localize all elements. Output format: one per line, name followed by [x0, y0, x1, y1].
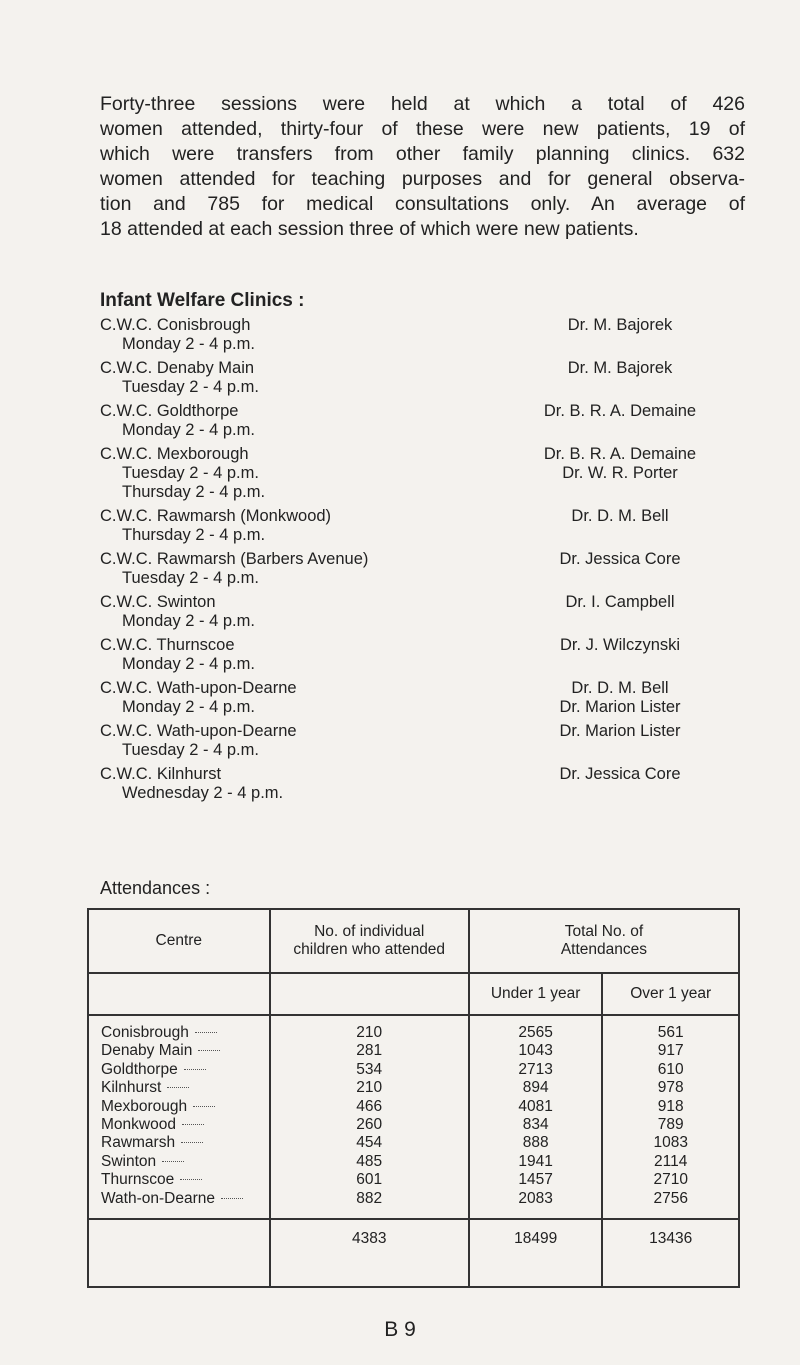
clinic-item — [100, 445, 750, 507]
clinic-time: Wednesday 2 - 4 p.m. — [122, 784, 284, 802]
clinic-doctors — [490, 593, 750, 612]
table-row — [88, 1171, 739, 1189]
centre-cell — [88, 1171, 270, 1189]
leader-dots — [162, 1161, 184, 1162]
clinic-name: C.W.C. Wath-upon-Dearne — [100, 722, 297, 740]
centre-name: Kilnhurst — [101, 1079, 162, 1097]
clinic-time: Tuesday 2 - 4 p.m. — [122, 464, 259, 482]
doctor-name: Dr. B. R. A. Demaine — [543, 402, 697, 420]
centre-cell — [88, 1098, 270, 1116]
clinic-doctors — [490, 445, 750, 483]
clinic-name: C.W.C. Swinton — [100, 593, 216, 611]
intro-line: women attended, thirty-four of these were new patients, 19 of — [100, 118, 745, 140]
centre-name: Denaby Main — [101, 1042, 193, 1060]
intro-line: women attended for teaching purposes and for general observa- — [100, 168, 745, 190]
leader-dots — [195, 1032, 217, 1033]
header-over: Over 1 year — [602, 973, 739, 1015]
centre-cell — [88, 1116, 270, 1134]
over-cell: 610 — [602, 1061, 739, 1079]
doctor-name: Dr. Marion Lister — [559, 722, 681, 740]
over-cell: 561 — [602, 1015, 739, 1042]
centre-name: Mexborough — [101, 1097, 188, 1115]
under-cell: 888 — [469, 1134, 603, 1152]
under-cell: 1457 — [469, 1171, 603, 1189]
doctor-name: Dr. D. M. Bell — [571, 507, 669, 525]
header-total — [469, 909, 739, 973]
doctor-name: Dr. B. R. A. Demaine — [543, 445, 697, 463]
over-cell: 2756 — [602, 1190, 739, 1219]
leader-dots — [167, 1087, 189, 1088]
clinic-name: C.W.C. Wath-upon-Dearne — [100, 679, 297, 697]
children-cell: 534 — [270, 1061, 469, 1079]
under-cell: 2713 — [469, 1061, 603, 1079]
clinic-time: Monday 2 - 4 p.m. — [122, 335, 255, 353]
total-under: 18499 — [469, 1219, 603, 1287]
clinic-item — [100, 316, 750, 359]
leader-dots — [180, 1179, 202, 1180]
under-cell: 4081 — [469, 1098, 603, 1116]
under-cell: 834 — [469, 1116, 603, 1134]
totals-blank — [88, 1219, 270, 1287]
totals-row — [88, 1219, 739, 1287]
header-under: Under 1 year — [469, 973, 603, 1015]
clinic-name: C.W.C. Goldthorpe — [100, 402, 239, 420]
clinic-doctors — [490, 636, 750, 655]
doctor-name: Dr. M. Bajorek — [567, 359, 673, 377]
clinic-time: Thursday 2 - 4 p.m. — [122, 483, 266, 501]
header-total-line: Total No. of — [564, 923, 644, 940]
children-cell: 601 — [270, 1171, 469, 1189]
clinic-name: C.W.C. Thurnscoe — [100, 636, 235, 654]
clinic-doctors — [490, 722, 750, 741]
children-cell: 281 — [270, 1042, 469, 1060]
over-cell: 918 — [602, 1098, 739, 1116]
clinic-doctors — [490, 359, 750, 378]
children-cell: 882 — [270, 1190, 469, 1219]
centre-cell — [88, 1134, 270, 1152]
total-children: 4383 — [270, 1219, 469, 1287]
attendances-title: Attendances : — [100, 878, 211, 898]
children-cell: 485 — [270, 1153, 469, 1171]
clinic-doctors — [490, 402, 750, 421]
clinic-name: C.W.C. Mexborough — [100, 445, 249, 463]
intro-paragraph — [100, 92, 745, 242]
clinic-doctors — [490, 316, 750, 335]
centre-cell — [88, 1015, 270, 1042]
header-children-line: No. of individual — [314, 923, 425, 940]
header-children — [270, 909, 469, 973]
intro-line: Forty-three sessions were held at which a total of 426 — [100, 93, 745, 115]
centre-name: Wath-on-Dearne — [101, 1189, 216, 1207]
clinic-time: Thursday 2 - 4 p.m. — [122, 526, 266, 544]
clinic-item — [100, 402, 750, 445]
children-cell: 260 — [270, 1116, 469, 1134]
leader-dots — [182, 1124, 204, 1125]
centre-name: Goldthorpe — [101, 1060, 178, 1078]
over-cell: 978 — [602, 1079, 739, 1097]
under-cell: 1941 — [469, 1153, 603, 1171]
under-cell: 2565 — [469, 1015, 603, 1042]
children-cell: 454 — [270, 1134, 469, 1152]
clinic-time: Monday 2 - 4 p.m. — [122, 612, 255, 630]
clinic-name: C.W.C. Conisbrough — [100, 316, 251, 334]
clinic-item — [100, 722, 750, 765]
table-row — [88, 1098, 739, 1116]
children-cell: 210 — [270, 1015, 469, 1042]
clinic-item — [100, 507, 750, 550]
clinic-time: Monday 2 - 4 p.m. — [122, 655, 255, 673]
table-row — [88, 1153, 739, 1171]
clinic-time: Monday 2 - 4 p.m. — [122, 421, 255, 439]
under-cell: 1043 — [469, 1042, 603, 1060]
clinic-name: C.W.C. Rawmarsh (Barbers Avenue) — [100, 550, 369, 568]
doctor-name: Dr. J. Wilczynski — [559, 636, 681, 654]
clinic-name: C.W.C. Kilnhurst — [100, 765, 222, 783]
doctor-name: Dr. D. M. Bell — [571, 679, 669, 697]
clinic-item — [100, 636, 750, 679]
leader-dots — [184, 1069, 206, 1070]
infant-welfare-title: Infant Welfare Clinics : — [100, 290, 305, 311]
over-cell: 2114 — [602, 1153, 739, 1171]
clinic-name: C.W.C. Denaby Main — [100, 359, 255, 377]
header-blank — [88, 973, 270, 1015]
centre-name: Conisbrough — [101, 1024, 189, 1041]
table-row — [88, 1190, 739, 1219]
under-cell: 2083 — [469, 1190, 603, 1219]
doctor-name: Dr. Jessica Core — [559, 765, 681, 783]
header-blank — [270, 973, 469, 1015]
children-cell: 466 — [270, 1098, 469, 1116]
leader-dots — [198, 1050, 220, 1051]
clinic-item — [100, 550, 750, 593]
header-children-line: children who attended — [293, 941, 446, 958]
header-centre: Centre — [88, 909, 270, 973]
centre-cell — [88, 1079, 270, 1097]
over-cell: 917 — [602, 1042, 739, 1060]
doctor-name: Dr. W. R. Porter — [562, 464, 678, 482]
centre-name: Rawmarsh — [101, 1134, 176, 1152]
clinic-time: Monday 2 - 4 p.m. — [122, 698, 255, 716]
page-number: B 9 — [384, 1318, 416, 1341]
total-over: 13436 — [602, 1219, 739, 1287]
clinic-item — [100, 765, 750, 808]
doctor-name: Dr. I. Campbell — [565, 593, 675, 611]
children-cell: 210 — [270, 1079, 469, 1097]
centre-name: Swinton — [101, 1152, 157, 1170]
attendances-table — [87, 908, 740, 1288]
clinic-item — [100, 679, 750, 722]
over-cell: 1083 — [602, 1134, 739, 1152]
centre-name: Monkwood — [101, 1116, 176, 1134]
over-cell: 789 — [602, 1116, 739, 1134]
leader-dots — [193, 1106, 215, 1107]
clinic-doctors — [490, 550, 750, 569]
clinic-doctors — [490, 507, 750, 526]
clinic-time: Tuesday 2 - 4 p.m. — [122, 378, 259, 396]
centre-cell — [88, 1061, 270, 1079]
clinic-time: Tuesday 2 - 4 p.m. — [122, 741, 259, 759]
clinic-item — [100, 593, 750, 636]
clinic-doctors — [490, 679, 750, 717]
doctor-name: Dr. Jessica Core — [559, 550, 681, 568]
centre-cell — [88, 1042, 270, 1060]
table-row — [88, 1134, 739, 1152]
table-row — [88, 1042, 739, 1060]
doctor-name: Dr. M. Bajorek — [567, 316, 673, 334]
doctor-name: Dr. Marion Lister — [559, 698, 681, 716]
under-cell: 894 — [469, 1079, 603, 1097]
centre-cell — [88, 1153, 270, 1171]
clinic-name: C.W.C. Rawmarsh (Monkwood) — [100, 507, 332, 525]
table-row — [88, 1061, 739, 1079]
clinic-item — [100, 359, 750, 402]
leader-dots — [221, 1198, 243, 1199]
table-row — [88, 1015, 739, 1042]
clinic-list — [100, 316, 750, 808]
over-cell: 2710 — [602, 1171, 739, 1189]
header-total-line: Attendances — [560, 941, 648, 958]
intro-line: which were transfers from other family planning clinics. 632 — [100, 143, 745, 165]
centre-cell — [88, 1190, 270, 1219]
clinic-time: Tuesday 2 - 4 p.m. — [122, 569, 259, 587]
table-row — [88, 1116, 739, 1134]
intro-line: tion and 785 for medical consultations only. An average of — [100, 193, 745, 215]
intro-line: 18 attended at each session three of which were new patients. — [100, 218, 639, 240]
clinic-doctors — [490, 765, 750, 784]
leader-dots — [181, 1142, 203, 1143]
table-row — [88, 1079, 739, 1097]
centre-name: Thurnscoe — [101, 1171, 175, 1189]
